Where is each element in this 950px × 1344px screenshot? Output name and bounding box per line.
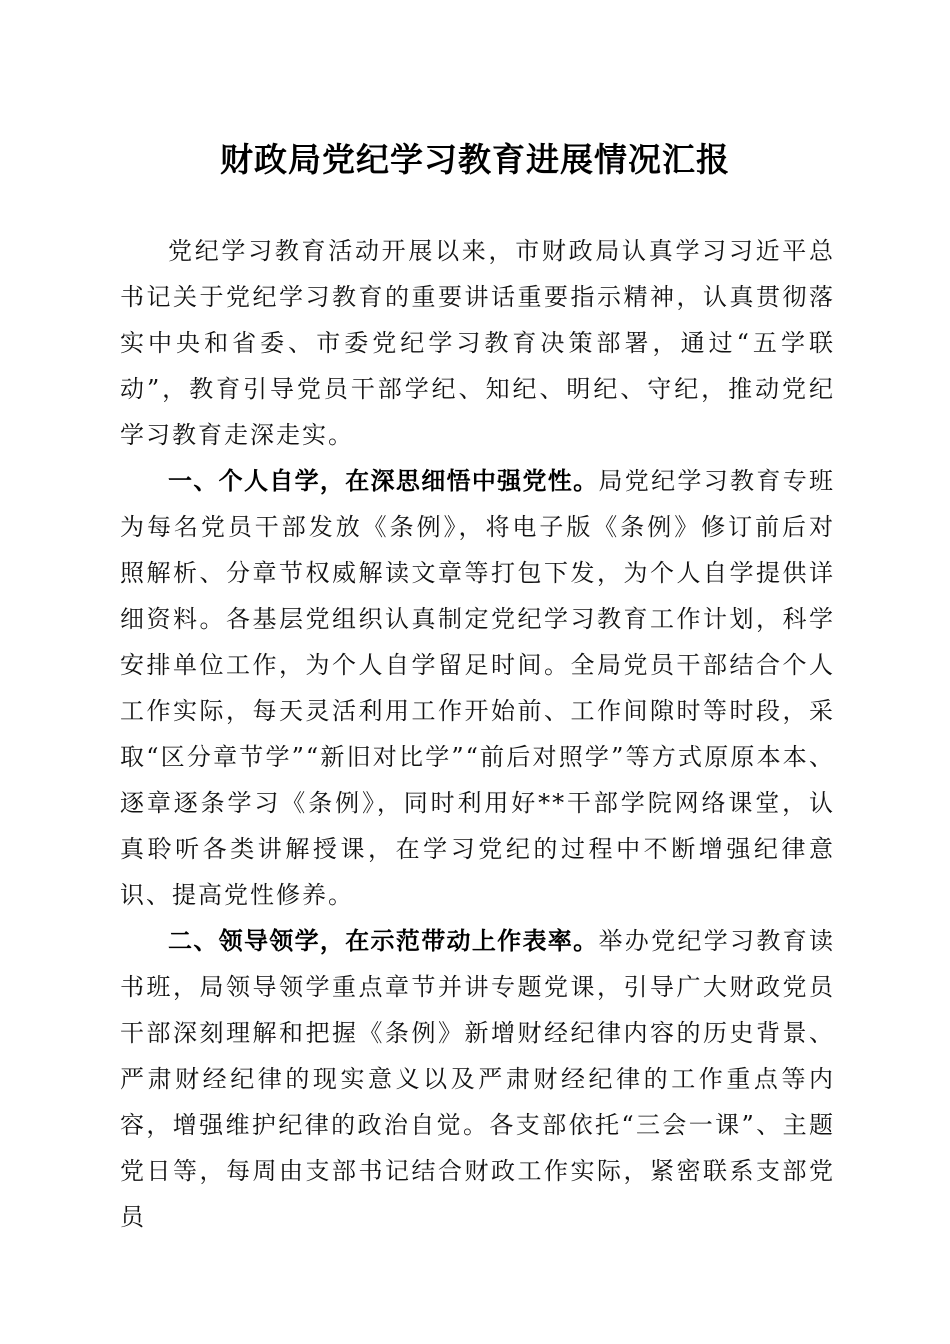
section-1-text: 局党纪学习教育专班为每名党员干部发放《条例》，将电子版《条例》修订前后对照解析、分章节权威解读文章等打包下发，为个人自学提供详细资料。各基层党组织认真制定党纪学习教育工作计划，科学安排单位工作，为个人自学留足时间。全局党员干部结合个人工作实际，每天灵活利用工作开始前、工作间隙时等时段，采取“区分章节学”“新旧对比学”“前后对照学”等方式原原本本、逐章逐条学习《条例》，同时利用好**干部学院网络课堂，认真聆听各类讲解授课，在学习党纪的过程中不断增强纪律意识、提高党性修养。 — [120, 467, 836, 909]
intro-paragraph: 党纪学习教育活动开展以来，市财政局认真学习习近平总书记关于党纪学习教育的重要讲话重要指示精神，认真贯彻落实中央和省委、市委党纪学习教育决策部署，通过“五学联动”，教育引导党员干部学纪、知纪、明纪、守纪，推动党纪学习教育走深走实。 — [120, 237, 835, 449]
section-1-heading: 一、个人自学，在深思细悟中强党性。 — [168, 467, 599, 495]
section-2-heading: 二、领导领学，在示范带动上作表率。 — [168, 927, 599, 955]
section-1-paragraph — [120, 458, 835, 918]
document-title: 财政局党纪学习教育进展情况汇报 — [220, 140, 730, 179]
section-2-paragraph — [120, 918, 835, 1240]
section-2-text: 举办党纪学习教育读书班，局领导领学重点章节并讲专题党课，引导广大财政党员干部深刻理解和把握《条例》新增财经纪律内容的历史背景、严肃财经纪律的现实意义以及严肃财经纪律的工作重点等内容，增强维护纪律的政治自觉。各支部依托“三会一课”、主题党日等，每周由支部书记结合财政工作实际，紧密联系支部党员 — [120, 927, 836, 1231]
document-body — [120, 228, 835, 1240]
